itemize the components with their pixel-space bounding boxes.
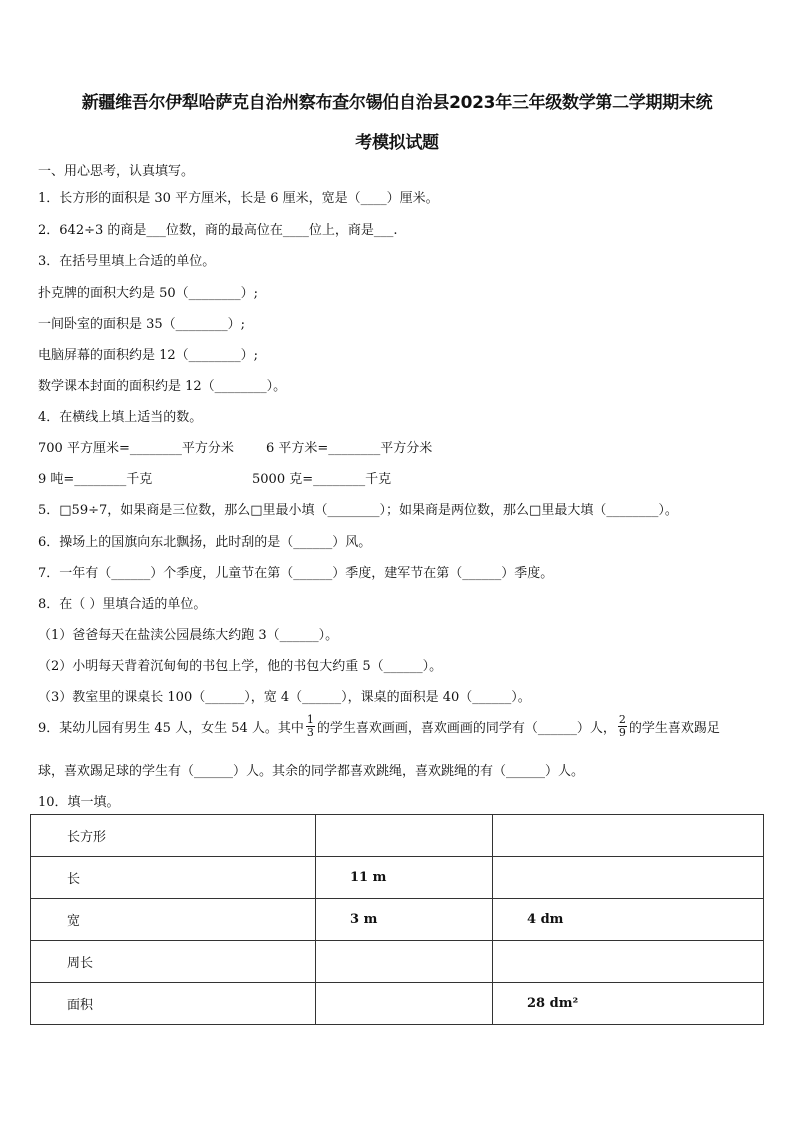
section-heading: 一、用心思考，认真填写。	[38, 164, 195, 179]
fraction-numerator: 1	[306, 713, 314, 726]
fraction-numerator: 2	[618, 713, 626, 726]
question-4a: 700 平方厘米=________平方分米	[38, 441, 234, 456]
table-row	[31, 941, 764, 983]
question-9-part-1: 9．某幼儿园有男生 45 人，女生 54 人。其中	[38, 721, 304, 736]
question-3b: 一间卧室的面积是 35（________）;	[38, 317, 246, 332]
question-10-stem: 10．填一填。	[38, 795, 120, 810]
fraction-denominator: 3	[306, 726, 314, 739]
question-6: 6．操场上的国旗向东北飘扬，此时刮的是（______）风。	[38, 535, 372, 550]
title-line-2: 考模拟试题	[355, 133, 439, 153]
question-9-line-1	[38, 714, 720, 739]
question-4-stem: 4．在横线上填上适当的数。	[38, 410, 203, 425]
question-8a: （1）爸爸每天在盐渎公园晨练大约跑 3（______）。	[38, 628, 339, 643]
question-8b: （2）小明每天背着沉甸甸的书包上学，他的书包大约重 5（______）。	[38, 659, 443, 674]
question-8-stem: 8．在（ ）里填合适的单位。	[38, 597, 207, 612]
table-cell[interactable]	[493, 815, 764, 857]
table-cell: 长	[31, 857, 316, 899]
table-cell[interactable]	[316, 815, 493, 857]
table-cell: 28 dm²	[493, 983, 764, 1025]
question-9-part-2: 的学生喜欢画画，喜欢画画的同学有（______）人，	[316, 721, 616, 736]
fraction-denominator: 9	[618, 726, 626, 739]
table-cell: 4 dm	[493, 899, 764, 941]
question-2: 2．642÷3 的商是___位数，商的最高位在____位上，商是___.	[38, 223, 398, 238]
question-3c: 电脑屏幕的面积约是 12（________）;	[38, 348, 259, 363]
table-cell[interactable]	[316, 983, 493, 1025]
table-cell: 周长	[31, 941, 316, 983]
question-3d: 数学课本封面的面积约是 12（________）。	[38, 379, 287, 394]
table-cell[interactable]	[316, 941, 493, 983]
question-8c: （3）教室里的课桌长 100（______），宽 4（______），课桌的面积是 40（______）。	[38, 690, 531, 705]
fraction-two-ninths	[618, 714, 627, 739]
table-cell[interactable]	[493, 941, 764, 983]
question-9-part-3: 的学生喜欢踢足	[628, 721, 720, 736]
table-cell: 面积	[31, 983, 316, 1025]
title-line-1: 新疆维吾尔伊犁哈萨克自治州察布查尔锡伯自治县2023年三年级数学第二学期期末统	[81, 93, 713, 113]
table-row	[31, 983, 764, 1025]
table-row	[31, 899, 764, 941]
question-4d: 5000 克=________千克	[252, 472, 392, 487]
question-4b: 6 平方米=________平方分米	[266, 441, 433, 456]
question-3a: 扑克牌的面积大约是 50（________）;	[38, 286, 259, 301]
table-cell: 长方形	[31, 815, 316, 857]
question-5: 5．□59÷7，如果商是三位数，那么□里最小填（________）；如果商是两位数，那么□里最大填（________）。	[38, 503, 678, 518]
table-cell: 宽	[31, 899, 316, 941]
question-9-line-2: 球，喜欢踢足球的学生有（______）人。其余的同学都喜欢跳绳，喜欢跳绳的有（______）人。	[38, 764, 585, 779]
fraction-one-third	[306, 714, 315, 739]
table-cell[interactable]	[493, 857, 764, 899]
rectangle-fill-table	[30, 814, 764, 1025]
table-cell: 11 m	[316, 857, 493, 899]
table-cell: 3 m	[316, 899, 493, 941]
question-1: 1．长方形的面积是 30 平方厘米，长是 6 厘米，宽是（____）厘米。	[38, 191, 439, 206]
question-7: 7．一年有（______）个季度，儿童节在第（______）季度，建军节在第（______）季度。	[38, 566, 554, 581]
question-4c: 9 吨=________千克	[38, 472, 153, 487]
question-3-stem: 3．在括号里填上合适的单位。	[38, 254, 216, 269]
table-row	[31, 857, 764, 899]
table-row	[31, 815, 764, 857]
